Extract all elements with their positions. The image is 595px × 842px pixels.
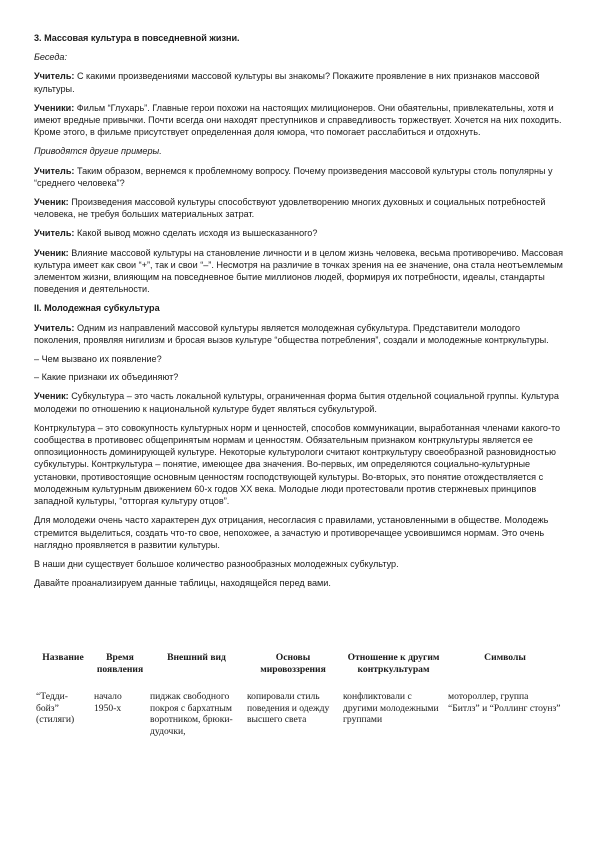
dialog-line-teacher-3 [34,227,564,239]
question-line-1: – Чем вызвано их появление? [34,354,162,365]
dialog-text: С какими произведениями массовой культуры вы знакомы? Покажите проявление в них признаков массовой культуры. [34,71,540,94]
speaker-label: Ученик: [34,247,69,258]
dialog-line-student-3 [34,247,564,296]
dialog-line-teacher-2 [34,165,564,189]
dialog-line-teacher-1 [34,70,564,94]
document-body [34,32,564,596]
table-cell: мотороллер, группа “Битлз” и “Роллинг стоунз” [448,691,561,714]
paragraph-analyze-table: Давайте проанализируем данные таблицы, находящейся перед вами. [34,578,331,589]
table-cell: “Тедди-бойз” (стиляги) [36,691,75,726]
paragraph-many-subcultures: В наши дни существует большое количество разнообразных молодежных субкультур. [34,558,399,569]
table-header-cell: Отношение к другим контркультурам [347,652,440,675]
speaker-label: Ученик: [34,391,69,402]
dialog-text: Субкультура – это часть локальной культуры, ограниченная форма бытия отдельной социальной группы. Культура молодежи по отношению к национальной культуре будет являться субкультурой. [34,391,559,414]
table-header-cell: Символы [484,652,526,663]
table-cell: копировали стиль поведения и одежду высшего света [247,691,330,726]
paragraph-youth: Для молодежи очень часто характерен дух отрицания, несогласия с правилами, установленными в обществе. Молодежь стремится выделиться, создать что-то свое, непохожее, а зачастую и противоречащее усвоившимся нормам. Это очень наглядно проявляется в развитии культуры. [34,515,549,550]
conversation-label: Беседа: [34,52,67,63]
table-cell: пиджак свободного покроя с бархатным воротником, брюки-дудочки, [150,691,233,737]
speaker-label: Учитель: [34,228,75,239]
speaker-label: Учитель: [34,71,75,82]
speaker-label: Учитель: [34,322,75,333]
speaker-label: Ученик: [34,197,69,208]
dialog-text: Произведения массовой культуры способствуют удовлетворению многих духовных и социальных потребностей человека, не требуя больших материальных затрат. [34,197,546,220]
section-heading-youth-subculture: II. Молодежная субкультура [34,303,160,314]
dialog-text: Какой вывод можно сделать исходя из вышесказанного? [74,228,318,239]
table-cell: начало 1950-х [94,691,122,714]
table-row [34,691,564,737]
dialog-text: Влияние массовой культуры на становление личности и в целом жизнь человека, весьма противоречиво. Массовая культура имеет как свои “+”, так и свои “–”. Несмотря на различие в точках зрения на ее значение, она стала неотъемлемым элементом жизни, влияющим на повседневное бытие миллионов людей, формируя их потребности, идеалы, стандарты поведения и деятельности. [34,247,564,295]
dialog-line-students-1 [34,102,564,139]
dialog-line-student-4 [34,390,564,414]
dialog-text: Фильм “Глухарь”. Главные герои похожи на настоящих милиционеров. Они обаятельны, привлекательны, хотя и имеют вредные привычки. Почти всегда они находят преступников и справедливость торжествует. Хочется на них походить. Кроме этого, в фильме присутствует определенная доля юмора, что помогает расслабиться и отдохнуть. [34,102,562,138]
speaker-label: Учитель: [34,165,75,176]
subcultures-table [34,652,564,738]
table-header-row [34,652,564,691]
table-cell: конфликтовали с другими молодежными группами [343,691,439,726]
table-header-cell: Время появления [96,652,144,675]
dialog-text: Таким образом, вернемся к проблемному вопросу. Почему произведения массовой культуры столь популярны у “среднего человека”? [34,165,553,188]
section-heading-mass-culture: 3. Массовая культура в повседневной жизни. [34,33,240,43]
table-header-cell: Внешний вид [167,652,226,663]
question-line-2: – Какие признаки их объединяют? [34,372,179,383]
examples-note: Приводятся другие примеры. [34,146,162,157]
table-header-cell: Название [42,652,84,663]
dialog-line-teacher-4 [34,322,564,346]
paragraph-counterculture: Контркультура – это совокупность культурных норм и ценностей, способов коммуникации, выработанная членами какого-то сообщества в противовес общепринятым нормам и ценностям. Обязательным признаком контркультуры является ее оппозиционность доминирующей культуре. Некоторые культурологи считают контркультуру своеобразной разновидностью субкультуры. Контркультура – понятие, имеющее два значения. Во-первых, им определяются социально-культурные установки, противостоящие основным ценностям господствующей культуры. Во-вторых, это понятие отождествляется с молодежным культурным движением 60-х годов XX века. Молодые люди протестовали против стержневых принципов западной культуры, “отторгая культуру отцов”. [34,422,561,507]
dialog-line-student-2 [34,196,564,220]
table-header-cell: Основы мировоззрения [260,652,326,675]
dialog-text: Одним из направлений массовой культуры является молодежная субкультура. Представители молодого поколения, проявляя нигилизм и бросая вызов культуре “общества потребления”, создали и молодежные контркультуры. [34,322,549,345]
speaker-label: Ученики: [34,102,75,113]
